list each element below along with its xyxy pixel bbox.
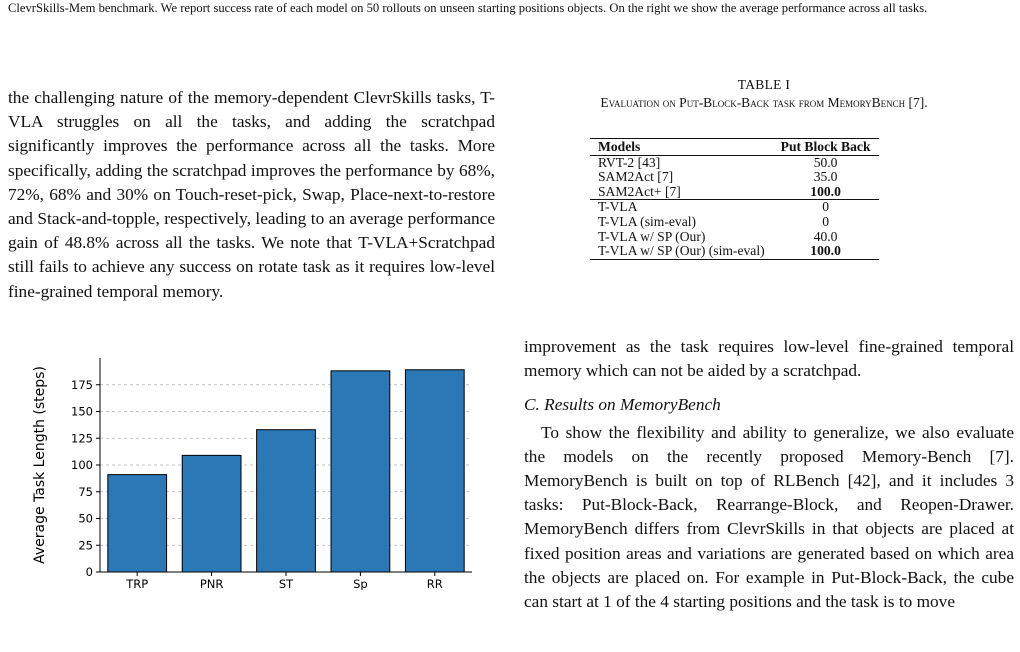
table-number: TABLE I: [737, 77, 791, 92]
y-tick-label: 125: [71, 431, 93, 446]
table-cell-value: 50.0: [813, 154, 838, 170]
table-cell-model: T-VLA w/ SP (Our) (sim-eval): [598, 243, 765, 259]
table-caption: [514, 76, 1014, 112]
results-table-container: [590, 138, 879, 260]
bar: [108, 475, 167, 572]
x-tick-label: TRP: [126, 577, 149, 590]
table-cell-model: T-VLA w/ SP (Our): [598, 228, 706, 244]
x-tick-label: PNR: [199, 577, 224, 590]
y-tick-label: 175: [71, 377, 93, 392]
table-cell-value: 0: [773, 200, 879, 215]
table-header-put-block-back: Put Block Back: [773, 139, 879, 156]
table-row: [590, 244, 879, 259]
table-row: [590, 170, 879, 185]
table-cell-model: T-VLA (sim-eval): [598, 213, 697, 229]
table-cell-value: 0: [822, 213, 829, 229]
task-length-chart: [14, 354, 484, 590]
y-tick-label: 150: [71, 404, 93, 419]
table-cell-model: SAM2Act+ [7]: [598, 183, 681, 199]
x-tick-label: Sp: [353, 577, 368, 590]
y-tick-label: 75: [78, 484, 93, 499]
bar: [182, 455, 241, 572]
table-row: [590, 185, 879, 200]
x-tick-label: RR: [426, 577, 443, 590]
bar-chart-svg: [14, 354, 484, 590]
section-heading: C. Results on MemoryBench: [524, 395, 721, 415]
results-table: [590, 138, 879, 260]
table-cell-model: T-VLA: [590, 200, 773, 215]
bar: [331, 371, 390, 572]
table-row: [590, 215, 879, 230]
y-tick-label: 0: [85, 565, 93, 579]
right-column: [524, 335, 1014, 614]
y-tick-label: 25: [78, 538, 93, 553]
table-cell-value: 40.0: [813, 228, 838, 244]
y-tick-label: 50: [78, 511, 93, 526]
table-header-models: Models: [590, 139, 773, 156]
right-continuation-text: improvement as the task requires low-level fine-grained temporal memory which can not be aided by a scratchpad.: [524, 337, 1014, 381]
table-cell-value: 100.0: [810, 183, 841, 199]
x-tick-label: ST: [278, 577, 294, 590]
y-tick-label: 100: [71, 458, 93, 472]
table-row: [590, 230, 879, 245]
table-row: [590, 200, 879, 215]
table-row: [590, 155, 879, 170]
left-paragraph: the challenging nature of the memory-dependent ClevrSkills tasks, T-VLA struggles on all the tasks, and adding the scratchpad significantly improves the performance across all the tasks. More specifically, adding the scratchpad improves the performance by 68%, 72%, 68% and 30% on Touch-reset-pick, Swap, Place-next-to-restore and Stack-and-topple, respectively, leading to an average performance gain of 48.8% across all the tasks. We note that T-VLA+Scratchpad still fails to achieve any success on rotate task as it requires low-level fine-grained temporal memory.: [8, 88, 495, 301]
right-paragraph: To show the flexibility and ability to generalize, we also evaluate the models on the recently proposed Memory-Bench [7]. MemoryBench is built on top of RLBench [42], and it includes 3 tasks: Put-Block-Back, Rearrange-Block, and Reopen-Drawer. MemoryBench differs from ClevrSkills in that objects are placed at fixed position areas and variations are generated based on which area the objects are placed on. For example in Put-Block-Back, the cube can start at 1 of the 4 starting positions and the task is to move: [524, 422, 1014, 612]
table-header-row: [590, 139, 879, 156]
table-cell-model: RVT-2 [43]: [598, 154, 661, 170]
table-cell-model: SAM2Act [7]: [598, 169, 674, 185]
table-title: Evaluation on Put-Block-Back task from MemoryBench [7].: [600, 95, 928, 110]
bar: [405, 370, 464, 572]
table-body: [590, 155, 879, 259]
table-cell-value: 100.0: [810, 243, 841, 259]
table-cell-value: 35.0: [813, 169, 838, 185]
bar: [257, 430, 316, 572]
figure-caption: ClevrSkills-Mem benchmark. We report success rate of each model on 50 rollouts on unseen starting positions objects. On the right we show the average performance across all tasks.: [8, 1, 928, 15]
y-axis-label: Average Task Length (steps): [32, 366, 48, 564]
